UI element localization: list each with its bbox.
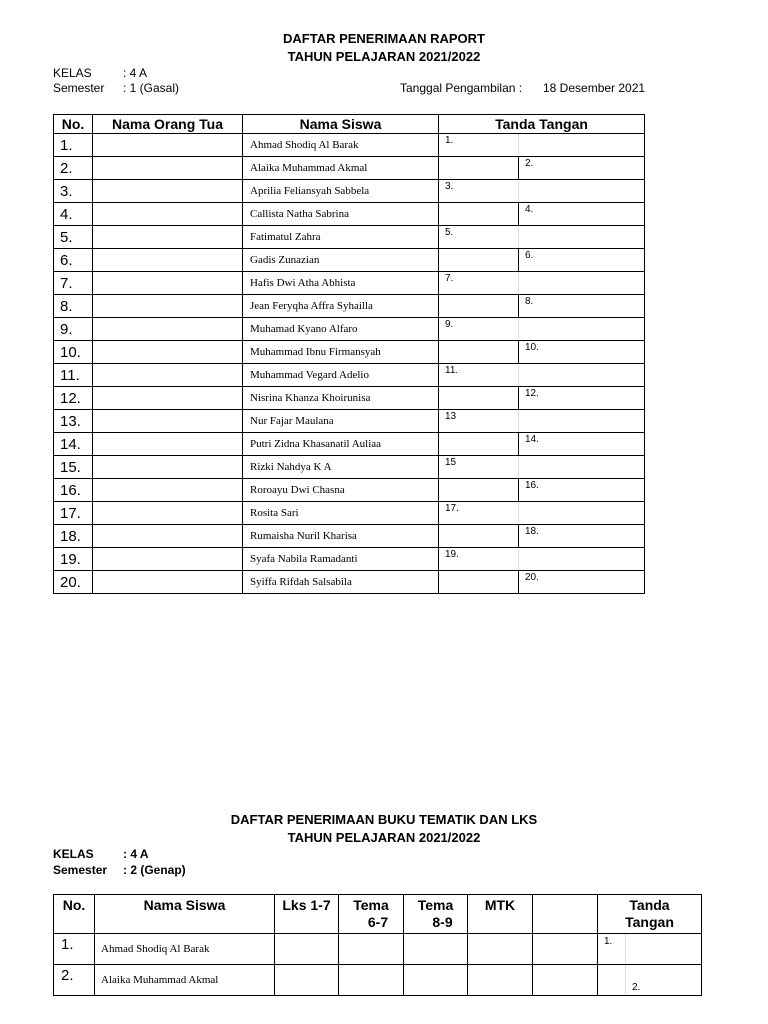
student-name: Rosita Sari [243, 502, 439, 525]
student-name: Alaika Muhammad Akmal [95, 965, 275, 996]
parent-name-cell[interactable] [93, 341, 243, 364]
parent-name-cell[interactable] [93, 571, 243, 594]
row-number: 19. [54, 548, 93, 571]
signature-cell[interactable]: 13 [439, 410, 519, 433]
row-number: 12. [54, 387, 93, 410]
header-nama-siswa: Nama Siswa [243, 115, 439, 134]
header-no: No. [54, 115, 93, 134]
buku-table [53, 894, 702, 996]
kelas-label: KELAS [53, 66, 92, 80]
row-number: 16. [54, 479, 93, 502]
header-nama-orang-tua: Nama Orang Tua [93, 115, 243, 134]
table-row [54, 134, 645, 157]
semester-value-2: : 2 (Genap) [123, 863, 186, 877]
kelas-value-2: : 4 A [123, 847, 149, 861]
table-row [54, 157, 645, 180]
student-name: Rizki Nahdya K A [243, 456, 439, 479]
signature-cell[interactable]: 15 [439, 456, 519, 479]
parent-name-cell[interactable] [93, 226, 243, 249]
row-number: 20. [54, 571, 93, 594]
header2-nama-siswa: Nama Siswa [95, 895, 275, 934]
student-name: Roroayu Dwi Chasna [243, 479, 439, 502]
parent-name-cell[interactable] [93, 387, 243, 410]
row-number: 14. [54, 433, 93, 456]
row-number: 10. [54, 341, 93, 364]
row-number: 1. [54, 134, 93, 157]
semester-label-2: Semester [53, 863, 108, 877]
signature-cell-empty[interactable] [439, 571, 519, 594]
header2-no: No. [54, 895, 95, 934]
parent-name-cell[interactable] [93, 364, 243, 387]
tema-8-9-cell[interactable] [404, 965, 468, 996]
table-row [54, 318, 645, 341]
parent-name-cell[interactable] [93, 525, 243, 548]
row-number: 18. [54, 525, 93, 548]
signature-cell-empty[interactable] [439, 203, 519, 226]
signature-cell[interactable]: 2. [519, 157, 645, 180]
kelas-label-2: KELAS [53, 847, 94, 861]
signature-cell-empty[interactable] [519, 272, 645, 295]
row-number: 7. [54, 272, 93, 295]
table-row [54, 525, 645, 548]
raport-title: DAFTAR PENERIMAAN RAPORT [283, 31, 485, 46]
parent-name-cell[interactable] [93, 433, 243, 456]
row-number: 1. [54, 934, 95, 965]
student-name: Nur Fajar Maulana [243, 410, 439, 433]
table-row [54, 548, 645, 571]
parent-name-cell[interactable] [93, 318, 243, 341]
signature-cell-empty[interactable] [519, 548, 645, 571]
signature-cell[interactable]: 8. [519, 295, 645, 318]
signature-cell-empty[interactable] [519, 502, 645, 525]
parent-name-cell[interactable] [93, 295, 243, 318]
signature-cell-empty[interactable] [439, 157, 519, 180]
signature-cell-empty[interactable] [519, 180, 645, 203]
parent-name-cell[interactable] [93, 203, 243, 226]
signature-cell[interactable]: 6. [519, 249, 645, 272]
header2-mtk: MTK [468, 895, 533, 934]
raport-year: TAHUN PELAJARAN 2021/2022 [287, 49, 481, 64]
signature-cell-empty[interactable] [519, 226, 645, 249]
row-number: 9. [54, 318, 93, 341]
student-name: Gadis Zunazian [243, 249, 439, 272]
student-name: Alaika Muhammad Akmal [243, 157, 439, 180]
signature-cell-empty[interactable] [519, 318, 645, 341]
row-number: 6. [54, 249, 93, 272]
parent-name-cell[interactable] [93, 134, 243, 157]
signature-cell-empty[interactable] [439, 387, 519, 410]
buku-year: TAHUN PELAJARAN 2021/2022 [287, 830, 481, 845]
parent-name-cell[interactable] [93, 456, 243, 479]
signature-cell-empty[interactable] [519, 134, 645, 157]
table-row [54, 934, 702, 965]
semester-label: Semester [53, 81, 105, 95]
mtk-cell[interactable] [468, 965, 533, 996]
student-name: Putri Zidna Khasanatil Auliaa [243, 433, 439, 456]
tanggal-label: Tanggal Pengambilan : [400, 81, 523, 95]
parent-name-cell[interactable] [93, 272, 243, 295]
table-row [54, 965, 702, 996]
student-name: Muhamad Kyano Alfaro [243, 318, 439, 341]
signature-cell[interactable]: 7. [439, 272, 519, 295]
row-number: 8. [54, 295, 93, 318]
signature-cell[interactable]: 5. [439, 226, 519, 249]
signature-cell-empty[interactable] [626, 934, 702, 965]
signature-cell[interactable]: 19. [439, 548, 519, 571]
raport-header-row [54, 115, 645, 134]
header-tanda-tangan: Tanda Tangan [439, 115, 645, 134]
student-name: Aprilia Feliansyah Sabbela [243, 180, 439, 203]
mtk-cell[interactable] [468, 934, 533, 965]
student-name: Nisrina Khanza Khoirunisa [243, 387, 439, 410]
row-number: 4. [54, 203, 93, 226]
signature-cell[interactable]: 2. [626, 965, 702, 996]
student-name: Jean Feryqha Affra Syhailla [243, 295, 439, 318]
table-row [54, 571, 645, 594]
signature-cell[interactable]: 20. [519, 571, 645, 594]
signature-cell-empty[interactable] [519, 364, 645, 387]
student-name: Ahmad Shodiq Al Barak [243, 134, 439, 157]
lks-cell[interactable] [275, 934, 339, 965]
signature-cell-empty[interactable] [439, 249, 519, 272]
parent-name-cell[interactable] [93, 180, 243, 203]
table-row [54, 249, 645, 272]
signature-cell[interactable]: 18. [519, 525, 645, 548]
signature-cell[interactable]: 16. [519, 479, 645, 502]
table-row [54, 180, 645, 203]
signature-cell-empty[interactable] [439, 341, 519, 364]
signature-cell[interactable]: 17. [439, 502, 519, 525]
tema-8-9-cell[interactable] [404, 934, 468, 965]
header2-tema-6-7: Tema 6-7 [339, 895, 404, 934]
table-row [54, 479, 645, 502]
table-row [54, 295, 645, 318]
row-number: 15. [54, 456, 93, 479]
signature-cell-empty[interactable] [439, 295, 519, 318]
table-row [54, 226, 645, 249]
table-row [54, 387, 645, 410]
signature-cell[interactable]: 14. [519, 433, 645, 456]
buku-title: DAFTAR PENERIMAAN BUKU TEMATIK DAN LKS [230, 812, 538, 827]
signature-cell[interactable]: 10. [519, 341, 645, 364]
signature-cell-empty[interactable] [439, 525, 519, 548]
parent-name-cell[interactable] [93, 410, 243, 433]
signature-cell[interactable]: 1. [439, 134, 519, 157]
signature-cell[interactable]: 3. [439, 180, 519, 203]
student-name: Rumaisha Nuril Kharisa [243, 525, 439, 548]
parent-name-cell[interactable] [93, 502, 243, 525]
signature-cell[interactable]: 12. [519, 387, 645, 410]
row-number: 3. [54, 180, 93, 203]
header2-tema-8-9: Tema 8-9 [404, 895, 468, 934]
signature-cell[interactable]: 11. [439, 364, 519, 387]
student-name: Ahmad Shodiq Al Barak [95, 934, 275, 965]
table-row [54, 364, 645, 387]
raport-table [53, 114, 645, 594]
signature-cell-empty[interactable] [519, 410, 645, 433]
header2-blank [533, 895, 598, 934]
row-number: 13. [54, 410, 93, 433]
signature-cell[interactable]: 1. [598, 934, 626, 965]
buku-header-row [54, 895, 702, 934]
table-row [54, 272, 645, 295]
table-row [54, 502, 645, 525]
student-name: Syiffa Rifdah Salsabila [243, 571, 439, 594]
table-row [54, 433, 645, 456]
student-name: Muhammad Ibnu Firmansyah [243, 341, 439, 364]
parent-name-cell[interactable] [93, 548, 243, 571]
student-name: Syafa Nabila Ramadanti [243, 548, 439, 571]
student-name: Callista Natha Sabrina [243, 203, 439, 226]
table-row [54, 341, 645, 364]
lks-cell[interactable] [275, 965, 339, 996]
tema-6-7-cell[interactable] [339, 934, 404, 965]
semester-value: : 1 (Gasal) [123, 81, 180, 95]
signature-cell-empty[interactable] [598, 965, 626, 996]
parent-name-cell[interactable] [93, 157, 243, 180]
row-number: 2. [54, 157, 93, 180]
row-number: 2. [54, 965, 95, 996]
signature-cell-empty[interactable] [519, 456, 645, 479]
blank-cell[interactable] [533, 934, 598, 965]
table-row [54, 203, 645, 226]
signature-cell-empty[interactable] [439, 433, 519, 456]
kelas-value: : 4 A [123, 66, 148, 80]
tanggal-value: 18 Desember 2021 [543, 81, 646, 95]
header2-lks: Lks 1-7 [275, 895, 339, 934]
header2-tanda-tangan: Tanda Tangan [598, 895, 702, 934]
student-name: Fatimatul Zahra [243, 226, 439, 249]
parent-name-cell[interactable] [93, 249, 243, 272]
row-number: 11. [54, 364, 93, 387]
row-number: 5. [54, 226, 93, 249]
signature-cell[interactable]: 9. [439, 318, 519, 341]
parent-name-cell[interactable] [93, 479, 243, 502]
student-name: Muhammad Vegard Adelio [243, 364, 439, 387]
table-row [54, 410, 645, 433]
row-number: 17. [54, 502, 93, 525]
tema-6-7-cell[interactable] [339, 965, 404, 996]
signature-cell-empty[interactable] [439, 479, 519, 502]
signature-cell[interactable]: 4. [519, 203, 645, 226]
student-name: Hafis Dwi Atha Abhista [243, 272, 439, 295]
blank-cell[interactable] [533, 965, 598, 996]
table-row [54, 456, 645, 479]
